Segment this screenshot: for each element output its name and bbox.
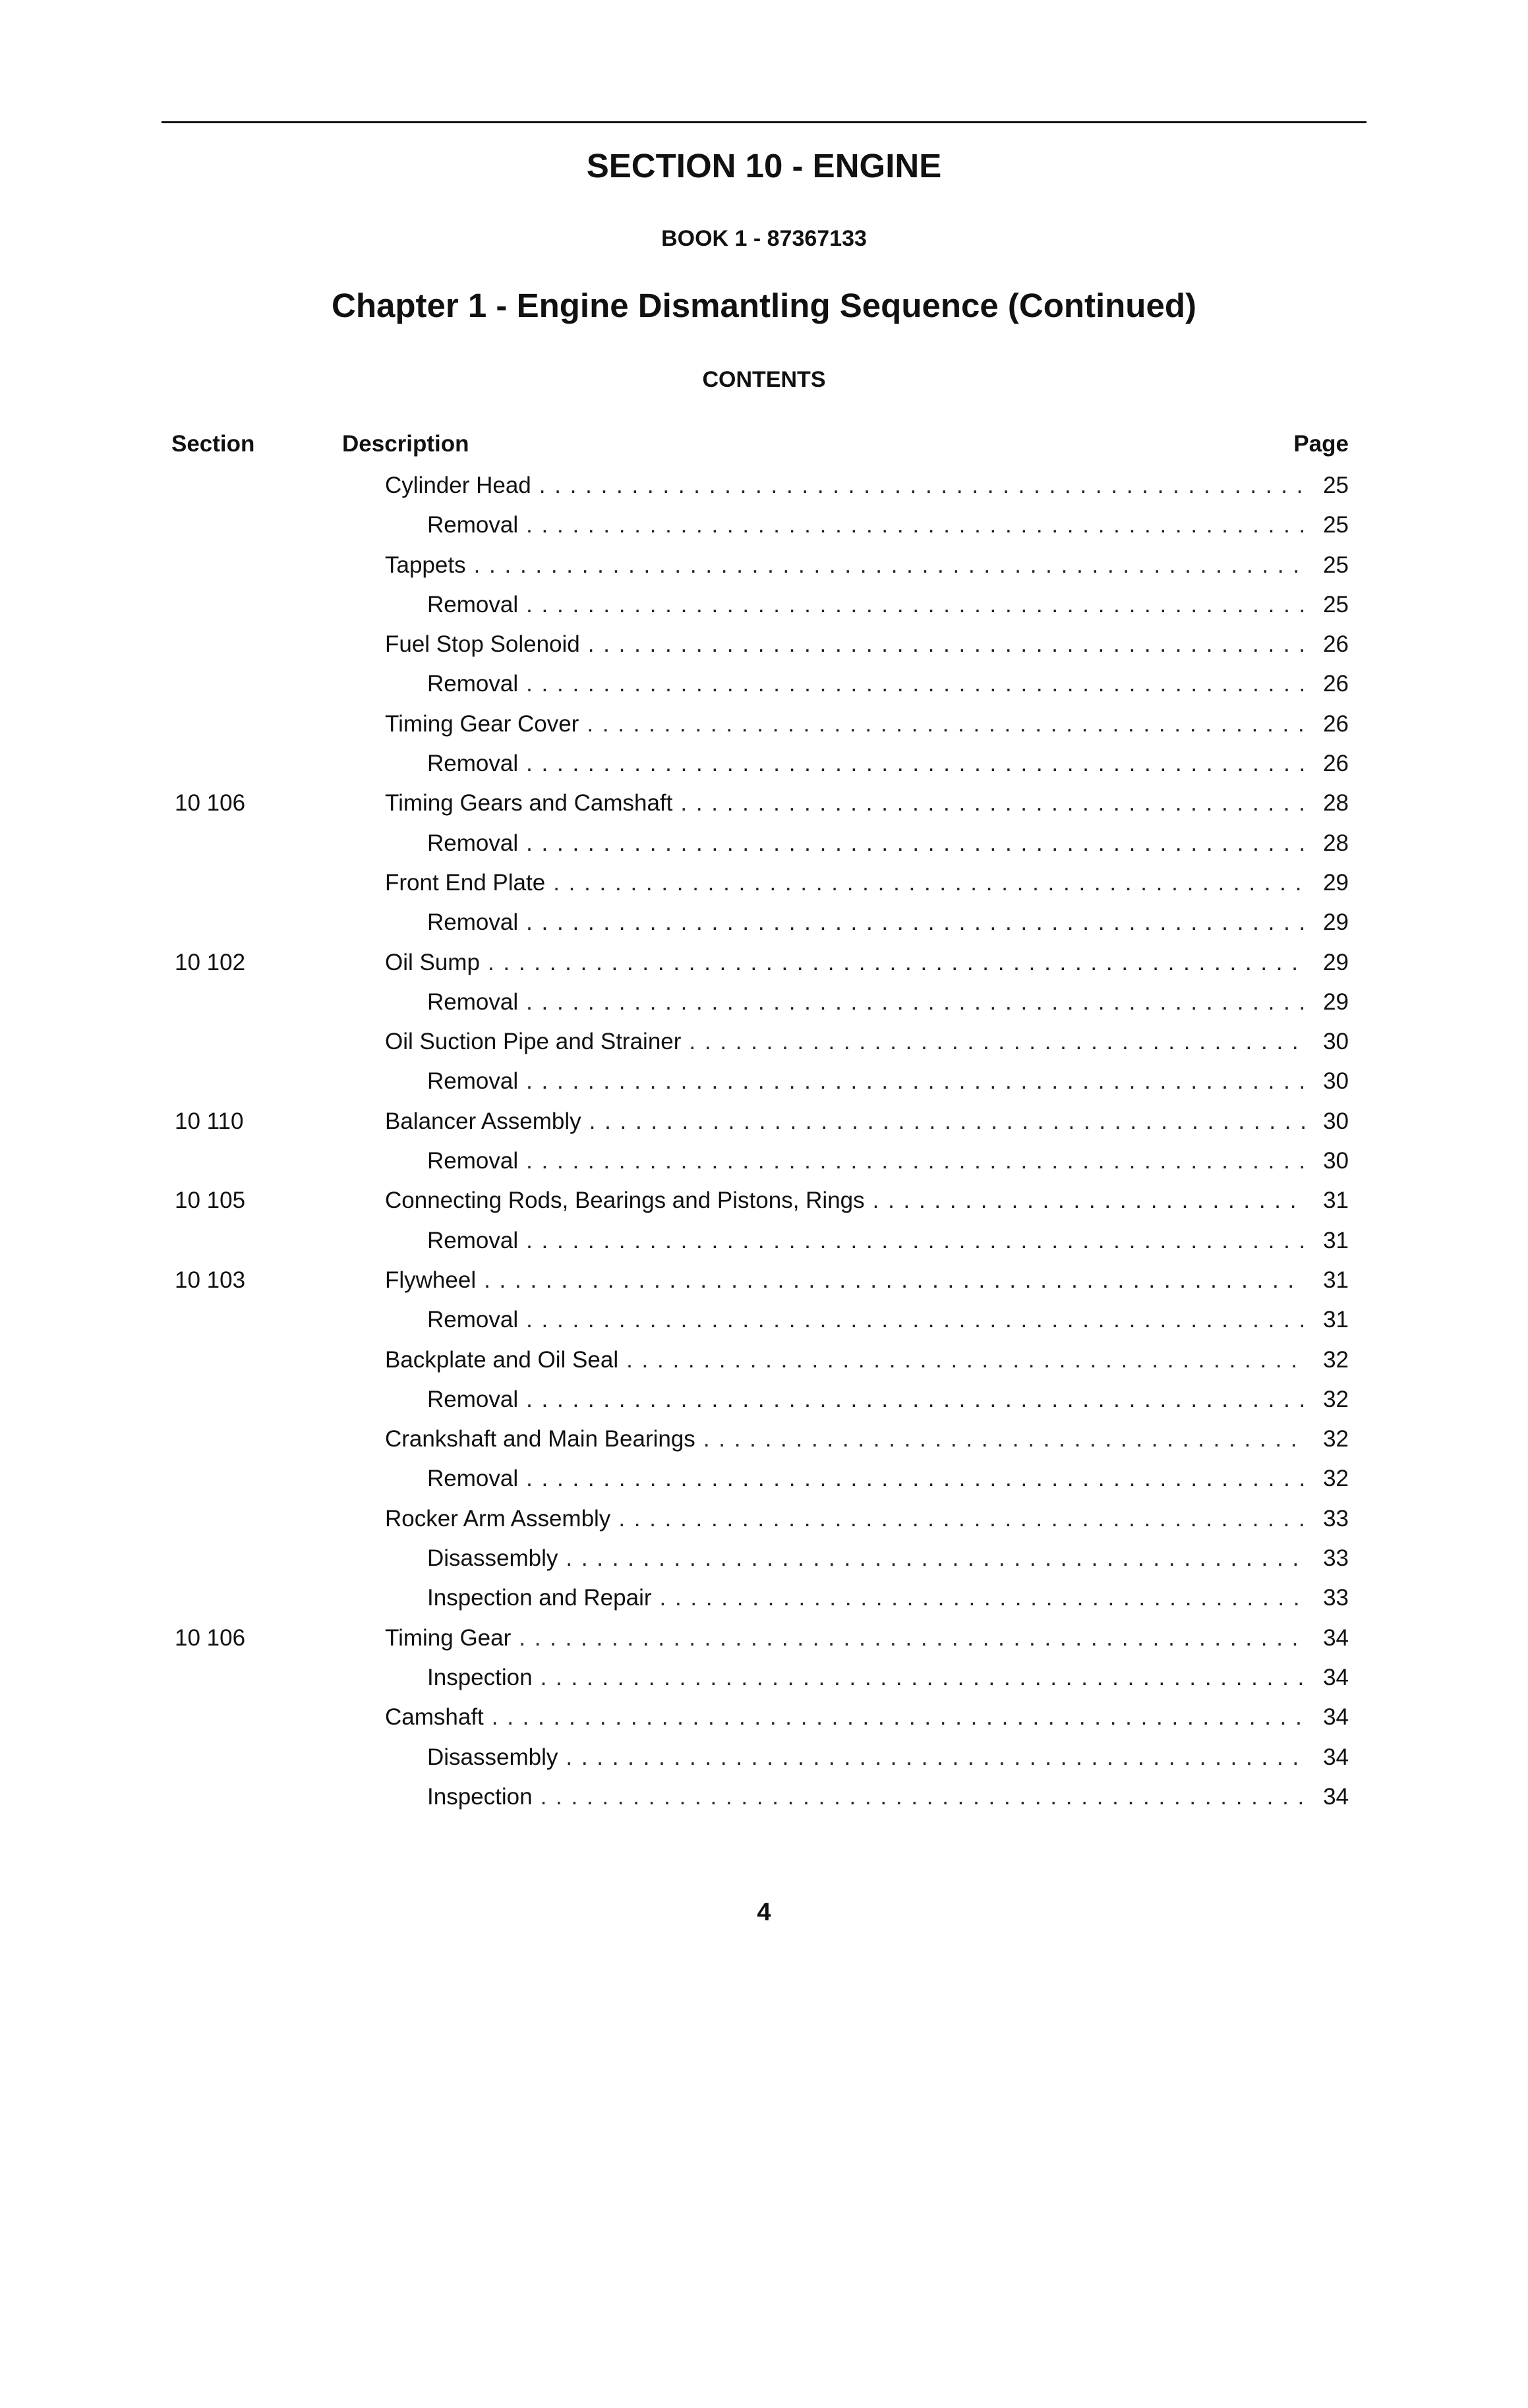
toc-page-number: 32	[1323, 1466, 1349, 1492]
toc-entry	[427, 744, 1349, 784]
toc-page-number: 30	[1323, 1148, 1349, 1174]
toc-label: Connecting Rods, Bearings and Pistons, Rings	[385, 1188, 865, 1214]
toc-entry	[385, 784, 1349, 823]
toc-section-code: 10 110	[175, 1108, 244, 1134]
toc-label: Balancer Assembly	[385, 1108, 581, 1134]
book-title: BOOK 1 - 87367133	[661, 226, 867, 251]
toc-leader-dots	[526, 983, 1305, 1022]
toc-label: Timing Gears and Camshaft	[385, 790, 673, 817]
toc-leader-dots	[526, 1459, 1305, 1499]
toc-row	[0, 1539, 1528, 1578]
toc-label: Removal	[427, 1227, 519, 1253]
toc-row	[0, 1380, 1528, 1419]
toc-label: Removal	[427, 751, 519, 777]
toc-page-number: 33	[1323, 1545, 1349, 1572]
toc-page-number: 29	[1323, 869, 1349, 896]
toc-page-number: 28	[1323, 790, 1349, 817]
toc-leader-dots	[618, 1499, 1305, 1539]
toc-page-number: 34	[1323, 1704, 1349, 1731]
toc-leader-dots	[474, 546, 1305, 585]
toc-page-number: 34	[1323, 1744, 1349, 1770]
toc-entry	[427, 1658, 1349, 1698]
toc-page-number: 30	[1323, 1029, 1349, 1055]
toc-row	[0, 664, 1528, 704]
toc-page-number: 33	[1323, 1585, 1349, 1611]
toc-label: Removal	[427, 1307, 519, 1333]
toc-page-number: 26	[1323, 751, 1349, 777]
toc-entry	[385, 1499, 1349, 1539]
toc-page-number: 31	[1323, 1227, 1349, 1253]
page-number: 4	[757, 1899, 771, 1926]
toc-entry	[427, 505, 1349, 545]
toc-page-number: 30	[1323, 1108, 1349, 1134]
toc-row	[0, 1499, 1528, 1539]
toc-row	[0, 546, 1528, 585]
toc-label: Removal	[427, 591, 519, 617]
toc-row	[0, 1141, 1528, 1181]
toc-row	[0, 1181, 1528, 1220]
toc-page-number: 33	[1323, 1505, 1349, 1532]
toc-page-number: 26	[1323, 631, 1349, 658]
toc-page-number: 26	[1323, 710, 1349, 737]
toc-label: Removal	[427, 512, 519, 538]
toc-entry	[385, 1261, 1349, 1300]
toc-entry	[427, 903, 1349, 942]
toc-entry	[385, 1419, 1349, 1459]
toc-entry	[385, 466, 1349, 505]
toc-entry	[427, 1738, 1349, 1777]
toc-row	[0, 1340, 1528, 1380]
toc-label: Removal	[427, 989, 519, 1015]
toc-page-number: 32	[1323, 1386, 1349, 1412]
toc-leader-dots	[526, 664, 1305, 704]
toc-leader-dots	[553, 863, 1305, 903]
toc-entry	[385, 1698, 1349, 1737]
toc-leader-dots	[488, 943, 1305, 983]
toc-leader-dots	[526, 903, 1305, 942]
toc-leader-dots	[873, 1181, 1305, 1220]
toc-page-number: 25	[1323, 473, 1349, 498]
toc-label: Disassembly	[427, 1744, 558, 1770]
toc-label: Timing Gear	[385, 1624, 512, 1651]
top-rule	[162, 121, 1366, 123]
toc-entry	[427, 1380, 1349, 1419]
toc-row	[0, 943, 1528, 983]
toc-page-number: 34	[1323, 1664, 1349, 1690]
toc-row	[0, 903, 1528, 942]
toc-entry	[385, 625, 1349, 664]
toc-entry	[385, 1340, 1349, 1380]
toc-leader-dots	[703, 1419, 1305, 1459]
toc-row	[0, 625, 1528, 664]
section-title: SECTION 10 - ENGINE	[586, 147, 942, 185]
toc-entry	[385, 1619, 1349, 1658]
toc-leader-dots	[589, 1102, 1305, 1141]
toc-row	[0, 1419, 1528, 1459]
toc-label: Backplate and Oil Seal	[385, 1346, 619, 1373]
toc-row	[0, 505, 1528, 545]
toc-entry	[427, 1062, 1349, 1101]
toc-row	[0, 1459, 1528, 1499]
toc-section-code: 10 102	[175, 949, 246, 975]
toc-leader-dots	[526, 744, 1305, 784]
toc-page-number: 34	[1323, 1783, 1349, 1810]
toc-entry	[427, 1578, 1349, 1618]
toc-leader-dots	[484, 1261, 1305, 1300]
toc-leader-dots	[526, 1300, 1305, 1340]
toc-label: Flywheel	[385, 1267, 477, 1293]
toc-row	[0, 1300, 1528, 1340]
toc-entry	[427, 664, 1349, 704]
toc-label: Fuel Stop Solenoid	[385, 631, 580, 658]
toc-row	[0, 466, 1528, 505]
toc-row	[0, 1062, 1528, 1101]
toc-leader-dots	[680, 784, 1305, 823]
toc-leader-dots	[588, 625, 1305, 664]
toc-page-number: 32	[1323, 1426, 1349, 1452]
toc-entry	[385, 1022, 1349, 1062]
toc-leader-dots	[519, 1619, 1305, 1658]
toc-page-number: 25	[1323, 552, 1349, 578]
toc-row	[0, 1738, 1528, 1777]
toc-label: Removal	[427, 830, 519, 856]
toc-label: Oil Sump	[385, 949, 480, 975]
toc-entry	[385, 1181, 1349, 1220]
toc-section-code: 10 105	[175, 1188, 246, 1214]
toc-row	[0, 1102, 1528, 1141]
toc-row	[0, 704, 1528, 744]
toc-section-code: 10 103	[175, 1267, 246, 1293]
toc-row	[0, 1658, 1528, 1698]
toc-page-number: 29	[1323, 989, 1349, 1015]
toc-entry	[427, 1141, 1349, 1181]
toc-row	[0, 784, 1528, 823]
toc-leader-dots	[526, 1221, 1305, 1261]
toc-entry	[385, 704, 1349, 744]
toc-row	[0, 1261, 1528, 1300]
column-header-page: Page	[1293, 431, 1349, 457]
toc-entry	[385, 1102, 1349, 1141]
chapter-title: Chapter 1 - Engine Dismantling Sequence (Continued)	[332, 287, 1196, 324]
toc-leader-dots	[566, 1738, 1305, 1777]
toc-label: Disassembly	[427, 1545, 558, 1572]
toc-page-number: 34	[1323, 1624, 1349, 1651]
toc-page-number: 31	[1323, 1307, 1349, 1333]
toc-label: Crankshaft and Main Bearings	[385, 1426, 695, 1452]
toc-label: Inspection	[427, 1783, 533, 1810]
toc-leader-dots	[541, 1777, 1305, 1817]
toc-leader-dots	[526, 1062, 1305, 1101]
toc-leader-dots	[526, 585, 1305, 625]
toc-entry	[427, 1221, 1349, 1261]
toc-label: Removal	[427, 909, 519, 936]
toc-page-number: 29	[1323, 909, 1349, 936]
toc-entry	[385, 863, 1349, 903]
toc-page-number: 32	[1323, 1346, 1349, 1373]
toc-page-number: 31	[1323, 1188, 1349, 1214]
toc-label: Tappets	[385, 552, 466, 578]
toc-label: Inspection	[427, 1664, 533, 1690]
toc-leader-dots	[626, 1340, 1305, 1380]
toc-page-number: 25	[1323, 512, 1349, 538]
toc-label: Removal	[427, 671, 519, 697]
toc-label: Removal	[427, 1386, 519, 1412]
toc-row	[0, 1619, 1528, 1658]
toc-page-number: 29	[1323, 949, 1349, 975]
toc-leader-dots	[566, 1539, 1305, 1578]
column-header-section: Section	[171, 431, 255, 457]
toc-row	[0, 824, 1528, 863]
toc-page-number: 25	[1323, 591, 1349, 617]
toc-label: Inspection and Repair	[427, 1585, 652, 1611]
toc-row	[0, 1777, 1528, 1817]
toc-entry	[427, 1300, 1349, 1340]
toc-label: Cylinder Head	[385, 473, 531, 498]
toc-entry	[427, 585, 1349, 625]
toc-leader-dots	[526, 1380, 1305, 1419]
toc-leader-dots	[660, 1578, 1306, 1618]
toc-label: Rocker Arm Assembly	[385, 1505, 611, 1532]
toc-section-code: 10 106	[175, 1624, 246, 1651]
toc-leader-dots	[541, 1658, 1305, 1698]
toc-row	[0, 744, 1528, 784]
toc-entry	[427, 1777, 1349, 1817]
toc-label: Front End Plate	[385, 869, 546, 896]
toc-label: Removal	[427, 1068, 519, 1095]
contents-title: CONTENTS	[702, 367, 826, 392]
toc-page-number: 31	[1323, 1267, 1349, 1293]
toc-label: Oil Suction Pipe and Strainer	[385, 1029, 682, 1055]
toc-leader-dots	[526, 505, 1305, 545]
toc-label: Camshaft	[385, 1704, 484, 1731]
toc-row	[0, 1022, 1528, 1062]
toc-leader-dots	[587, 704, 1305, 744]
toc-entry	[427, 824, 1349, 863]
toc-leader-dots	[526, 1141, 1305, 1181]
column-header-description: Description	[342, 431, 469, 457]
toc-page-number: 26	[1323, 671, 1349, 697]
toc-row	[0, 863, 1528, 903]
toc-page-number: 30	[1323, 1068, 1349, 1095]
toc-section-code: 10 106	[175, 790, 246, 817]
toc-entry	[427, 983, 1349, 1022]
toc-entry	[427, 1459, 1349, 1499]
toc-row	[0, 983, 1528, 1022]
toc-leader-dots	[539, 466, 1305, 505]
toc-row	[0, 585, 1528, 625]
toc-label: Removal	[427, 1466, 519, 1492]
toc-leader-dots	[526, 824, 1305, 863]
toc-leader-dots	[492, 1698, 1305, 1737]
toc-row	[0, 1578, 1528, 1618]
toc-entry	[385, 546, 1349, 585]
toc-entry	[385, 943, 1349, 983]
toc-row	[0, 1698, 1528, 1737]
toc-leader-dots	[689, 1022, 1305, 1062]
toc-row	[0, 1221, 1528, 1261]
table-of-contents	[0, 466, 1528, 1817]
toc-label: Removal	[427, 1148, 519, 1174]
toc-page-number: 28	[1323, 830, 1349, 856]
toc-label: Timing Gear Cover	[385, 710, 579, 737]
toc-entry	[427, 1539, 1349, 1578]
